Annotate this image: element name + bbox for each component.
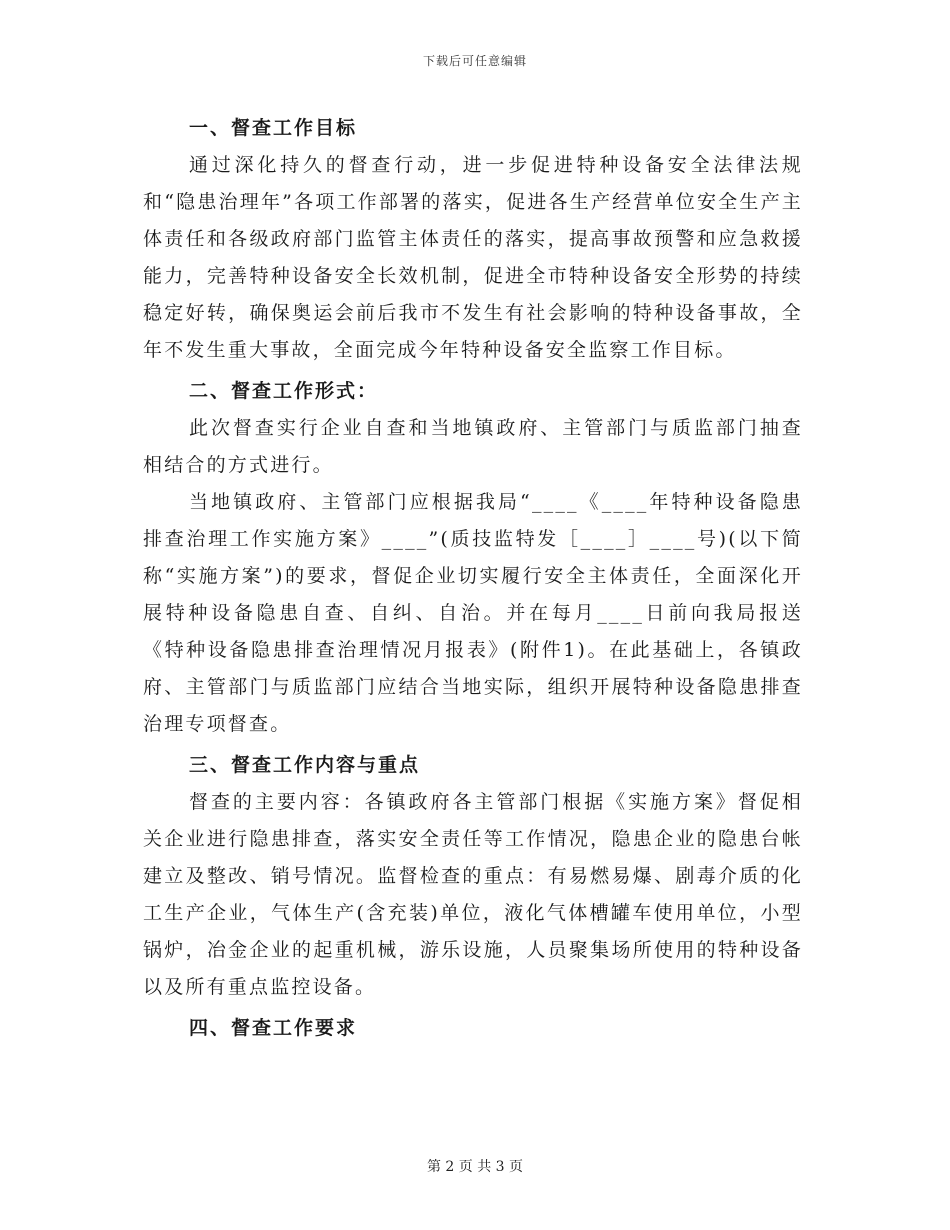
page-header-note: 下载后可任意编辑 (422, 54, 527, 68)
section-heading-goals: 一、督查工作目标 (189, 117, 358, 139)
section-heading-form: 二、督查工作形式： (189, 380, 379, 402)
paragraph-form-2: 当地镇政府、主管部门应根据我局“____《____年特种设备隐患排查治理工作实施方案》____”(质技监特发［____］____号)(以下简称“实施方案”)的要求，督促企业切实履行安全主体责任，全面深化开展特种设备隐患自查、自纠、自治。并在每月____日前向我局报送《特种设备隐患排查治理情况月报表》(附件1)。在此基础上，各镇政府、主管部门与质监部门应结合当地实际，组织开展特种设备隐患排查治理专项督查。 (143, 491, 803, 735)
document-body (143, 110, 803, 1047)
paragraph-goals: 通过深化持久的督查行动，进一步促进特种设备安全法律法规和“隐患治理年”各项工作部署的落实，促进各生产经营单位安全生产主体责任和各级政府部门监管主体责任的落实，提高事故预警和应急救援能力，完善特种设备安全长效机制，促进全市特种设备安全形势的持续稳定好转，确保奥运会前后我市不发生有社会影响的特种设备事故，全年不发生重大事故，全面完成今年特种设备安全监察工作目标。 (143, 154, 803, 361)
section-heading-requirements: 四、督查工作要求 (189, 1017, 358, 1039)
paragraph-form-1: 此次督查实行企业自查和当地镇政府、主管部门与质监部门抽查相结合的方式进行。 (143, 417, 803, 476)
page-number-footer: 第 2 页 共 3 页 (426, 1159, 524, 1175)
paragraph-content: 督查的主要内容：各镇政府各主管部门根据《实施方案》督促相关企业进行隐患排查，落实安全责任等工作情况，隐患企业的隐患台帐建立及整改、销号情况。监督检查的重点：有易燃易爆、剧毒介质的化工生产企业，气体生产(含充装)单位，液化气体槽罐车使用单位，小型锅炉，冶金企业的起重机械，游乐设施，人员聚集场所使用的特种设备以及所有重点监控设备。 (143, 791, 803, 998)
section-heading-content: 三、督查工作内容与重点 (189, 754, 421, 776)
